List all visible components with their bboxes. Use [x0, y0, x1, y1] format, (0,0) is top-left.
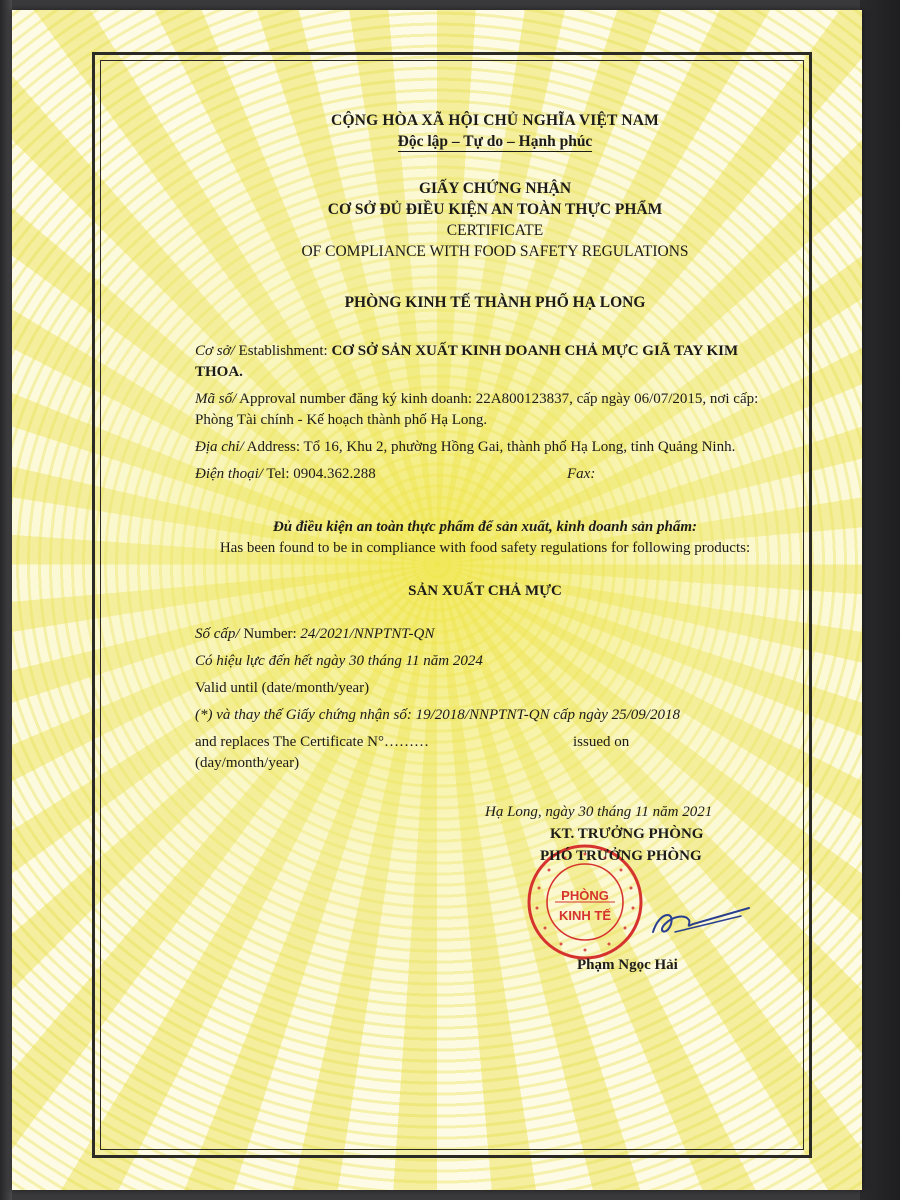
establishment-field: Cơ sở/ Establishment: CƠ SỞ SẢN XUẤT KINH DOANH CHẢ MỰC GIÃ TAY KIM THOA. — [195, 343, 739, 380]
handwritten-signature-icon — [645, 902, 755, 942]
signature-place-date: Hạ Long, ngày 30 tháng 11 năm 2021 — [485, 804, 713, 820]
signer-title-2: PHÓ TRƯỞNG PHÒNG — [540, 848, 702, 864]
certificate-content — [195, 110, 775, 972]
approval-number-field: Mã số/ Approval number đăng ký kinh doanh: 22A800123837, cấp ngày 06/07/2015, nơi cấp: Phòng Tài chính - Kế hoạch thành phố Hạ Long. — [195, 391, 759, 428]
phone-field: Điện thoại/ Tel: 0904.362.288 Fax: — [195, 464, 775, 485]
fax-label: Fax: — [567, 466, 596, 482]
product-name: SẢN XUẤT CHẢ MỰC — [408, 583, 562, 599]
country-name: CỘNG HÒA XÃ HỘI CHỦ NGHĨA VIỆT NAM — [331, 112, 659, 129]
replaces-vn: (*) và thay thế Giấy chứng nhận số: 19/2018/NNPTNT-QN cấp ngày 25/09/2018 — [195, 707, 680, 723]
certificate-title-en: CERTIFICATE OF COMPLIANCE WITH FOOD SAFETY REGULATIONS — [301, 222, 689, 260]
certificate-title-vn: GIẤY CHỨNG NHẬN CƠ SỞ ĐỦ ĐIỀU KIỆN AN TOÀN THỰC PHẨM — [327, 180, 663, 218]
signer-title-1: KT. TRƯỞNG PHÒNG — [550, 826, 704, 842]
validity-en: Valid until (date/month/year) — [195, 680, 370, 696]
signer-name: Phạm Ngọc Hải — [577, 957, 678, 973]
issuing-authority: PHÒNG KINH TẾ THÀNH PHỐ HẠ LONG — [344, 294, 646, 311]
national-motto: Độc lập – Tự do – Hạnh phúc — [397, 133, 593, 150]
validity-vn: Có hiệu lực đến hết ngày 30 tháng 11 năm 2024 — [195, 653, 483, 669]
background-left-edge — [0, 0, 12, 1200]
signature-block — [195, 802, 775, 972]
background-right-edge — [860, 0, 900, 1200]
seal-text: PHÒNG KINH TẾ — [559, 888, 611, 923]
replaces-en: and replaces The Certificate N°……… issued on (day/month/year) — [195, 734, 630, 771]
qualification-en: Has been found to be in compliance with food safety regulations for following products: — [219, 540, 751, 556]
address-field: Địa chỉ/ Address: Tổ 16, Khu 2, phường Hồng Gai, thành phố Hạ Long, tỉnh Quảng Ninh. — [195, 439, 736, 455]
certificate-number-field: Số cấp/ Number: 24/2021/NNPTNT-QN — [195, 626, 435, 642]
qualification-vn: Đủ điều kiện an toàn thực phẩm để sản xuất, kinh doanh sản phẩm: — [272, 519, 698, 535]
